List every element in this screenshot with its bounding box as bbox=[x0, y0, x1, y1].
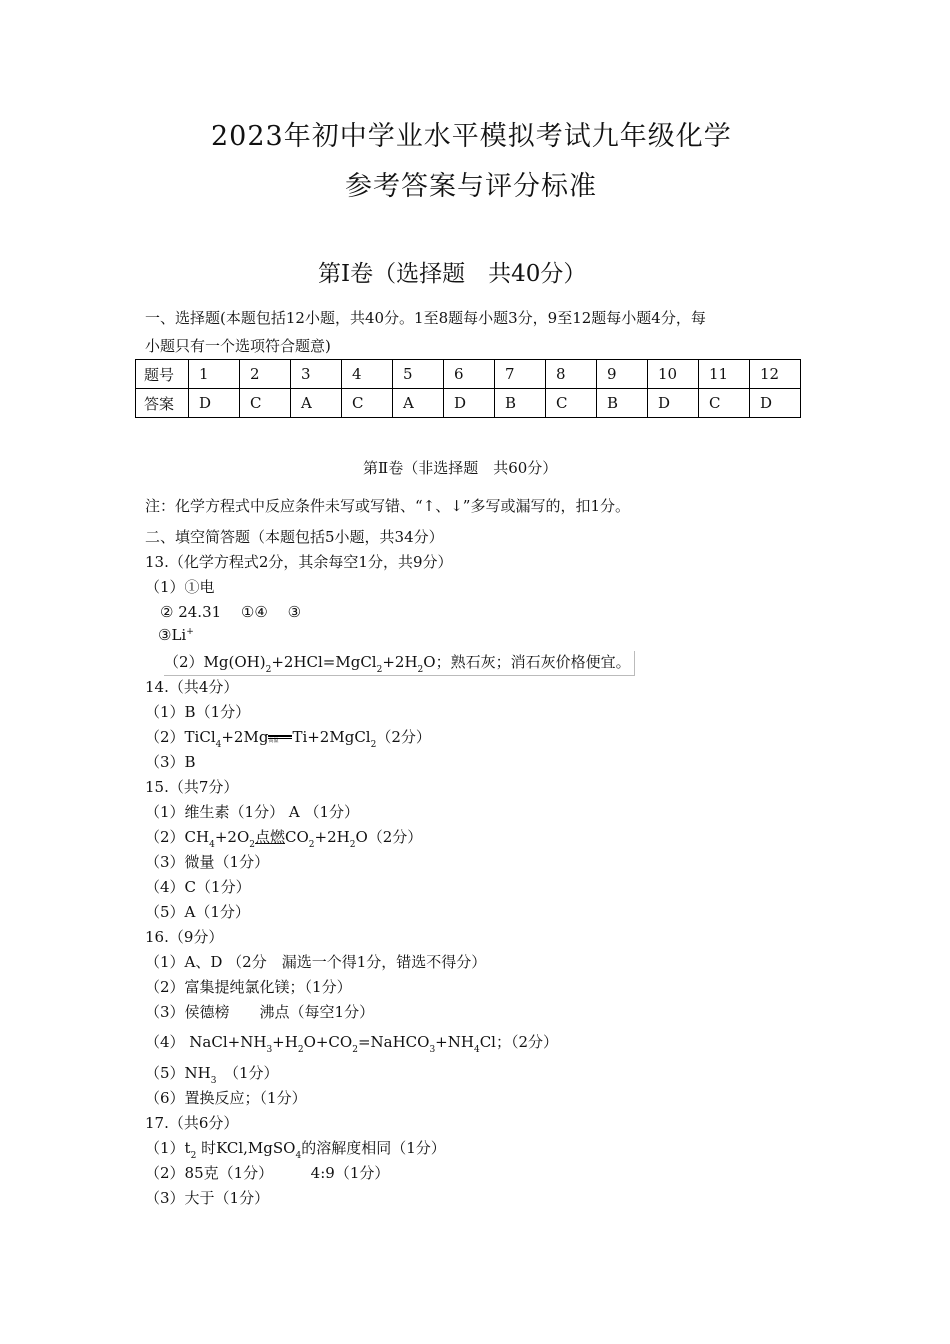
table-cell: 5 bbox=[393, 360, 444, 389]
q17-heading: 17.（共6分） bbox=[145, 1114, 239, 1132]
q13-heading: 13.（化学方程式2分，其余每空1分，共9分） bbox=[145, 553, 453, 571]
table-cell: 11 bbox=[699, 360, 750, 389]
table-cell: 8 bbox=[546, 360, 597, 389]
q16-line-5: $(5)NH_3$ （1分） bbox=[145, 1064, 279, 1086]
table-cell: 9 bbox=[597, 360, 648, 389]
table-cell: 2 bbox=[240, 360, 291, 389]
table-row bbox=[136, 389, 801, 418]
q15-heading: 15.（共7分） bbox=[145, 778, 239, 796]
part2-heading: 第Ⅱ卷（非选择题 共60分） bbox=[363, 459, 558, 477]
q13-line-3: ③Li+ bbox=[158, 626, 194, 644]
table-cell: C bbox=[546, 389, 597, 418]
reaction-condition-mark: 高温 bbox=[268, 732, 292, 744]
q14-line-2: （2）TiCl$_4$+2Mg 高温 Ti+2MgCl$_2$（2分） bbox=[145, 728, 431, 750]
table-cell: D bbox=[444, 389, 495, 418]
table-cell: 4 bbox=[342, 360, 393, 389]
q16-line-6: （6）置换反应；（1分） bbox=[145, 1089, 307, 1107]
q16-heading: 16.（9分） bbox=[145, 928, 224, 946]
q1-intro-line-1: 一、选择题(本题包括12小题，共40分。1至8题每小题3分，9至12题每小题4分，每 bbox=[145, 309, 706, 327]
table-cell: C bbox=[699, 389, 750, 418]
q13-line-2: ② 24.31 ①④ ③ bbox=[160, 603, 302, 621]
note-line: 注：化学方程式中反应条件未写或写错、“↑、↓”多写或漏写的，扣1分。 bbox=[145, 497, 631, 515]
table-cell: 3 bbox=[291, 360, 342, 389]
table-cell: 7 bbox=[495, 360, 546, 389]
table-cell: C bbox=[342, 389, 393, 418]
q17-line-2: （2）85克（1分） 4:9（1分） bbox=[145, 1164, 390, 1182]
table-cell: A bbox=[393, 389, 444, 418]
q14-line-1: （1）B（1分） bbox=[145, 703, 251, 721]
row-label-answer: 答案 bbox=[136, 389, 189, 418]
table-cell: 1 bbox=[189, 360, 240, 389]
q13-line-4: $(2)Mg(OH)_2+2HCl=MgCl_2+2H_2O$；熟石灰；消石灰价格便宜。 bbox=[164, 651, 635, 676]
table-cell: 10 bbox=[648, 360, 699, 389]
q15-line-1: （1）维生素（1分） A （1分） bbox=[145, 803, 360, 821]
q14-heading: 14.（共4分） bbox=[145, 678, 239, 696]
q15-line-3: （3）微量（1分） bbox=[145, 853, 270, 871]
title-line-1: 2023年初中学业水平模拟考试九年级化学 bbox=[211, 121, 732, 152]
q15-line-4: （4）C（1分） bbox=[145, 878, 251, 896]
q13-line-1: （1）①电 bbox=[145, 578, 215, 596]
table-cell: D bbox=[648, 389, 699, 418]
table-cell: 12 bbox=[750, 360, 801, 389]
part1-heading: 第Ⅰ卷（选择题 共40分） bbox=[318, 261, 587, 287]
table-cell: C bbox=[240, 389, 291, 418]
q16-line-4: （4） $NaCl+NH_3+H_2O+CO_2=NaHCO_3+NH_4Cl$；（2分） bbox=[145, 1033, 559, 1055]
table-cell: D bbox=[750, 389, 801, 418]
section2-heading: 二、填空简答题（本题包括5小题，共34分） bbox=[145, 528, 444, 546]
table-cell: B bbox=[597, 389, 648, 418]
q17-line-3: （3）大于（1分） bbox=[145, 1189, 270, 1207]
answer-table bbox=[135, 359, 801, 418]
table-row bbox=[136, 360, 801, 389]
table-cell: B bbox=[495, 389, 546, 418]
row-label-number: 题号 bbox=[136, 360, 189, 389]
q17-line-1: $(1)t_2$ 时KCl,MgSO$_4$的溶解度相同（1分） bbox=[145, 1139, 446, 1161]
q14-line-3: （3）B bbox=[145, 753, 196, 771]
q16-line-2: （2）富集提纯氯化镁；（1分） bbox=[145, 978, 352, 996]
q1-intro-line-2: 小题只有一个选项符合题意) bbox=[145, 337, 331, 355]
table-cell: D bbox=[189, 389, 240, 418]
reaction-condition: 点燃 bbox=[255, 828, 286, 846]
table-cell: 6 bbox=[444, 360, 495, 389]
q16-line-3: （3）侯德榜 沸点（每空1分） bbox=[145, 1003, 375, 1021]
q15-line-5: （5）A（1分） bbox=[145, 903, 250, 921]
table-cell: A bbox=[291, 389, 342, 418]
title-line-2: 参考答案与评分标准 bbox=[345, 171, 597, 202]
q15-line-2: $(2)CH_4+2O_2$点燃$CO_2+2H_2O(2$分） bbox=[145, 828, 423, 850]
q16-line-1: （1）A、D （2分 漏选一个得1分，错选不得分） bbox=[145, 953, 487, 971]
